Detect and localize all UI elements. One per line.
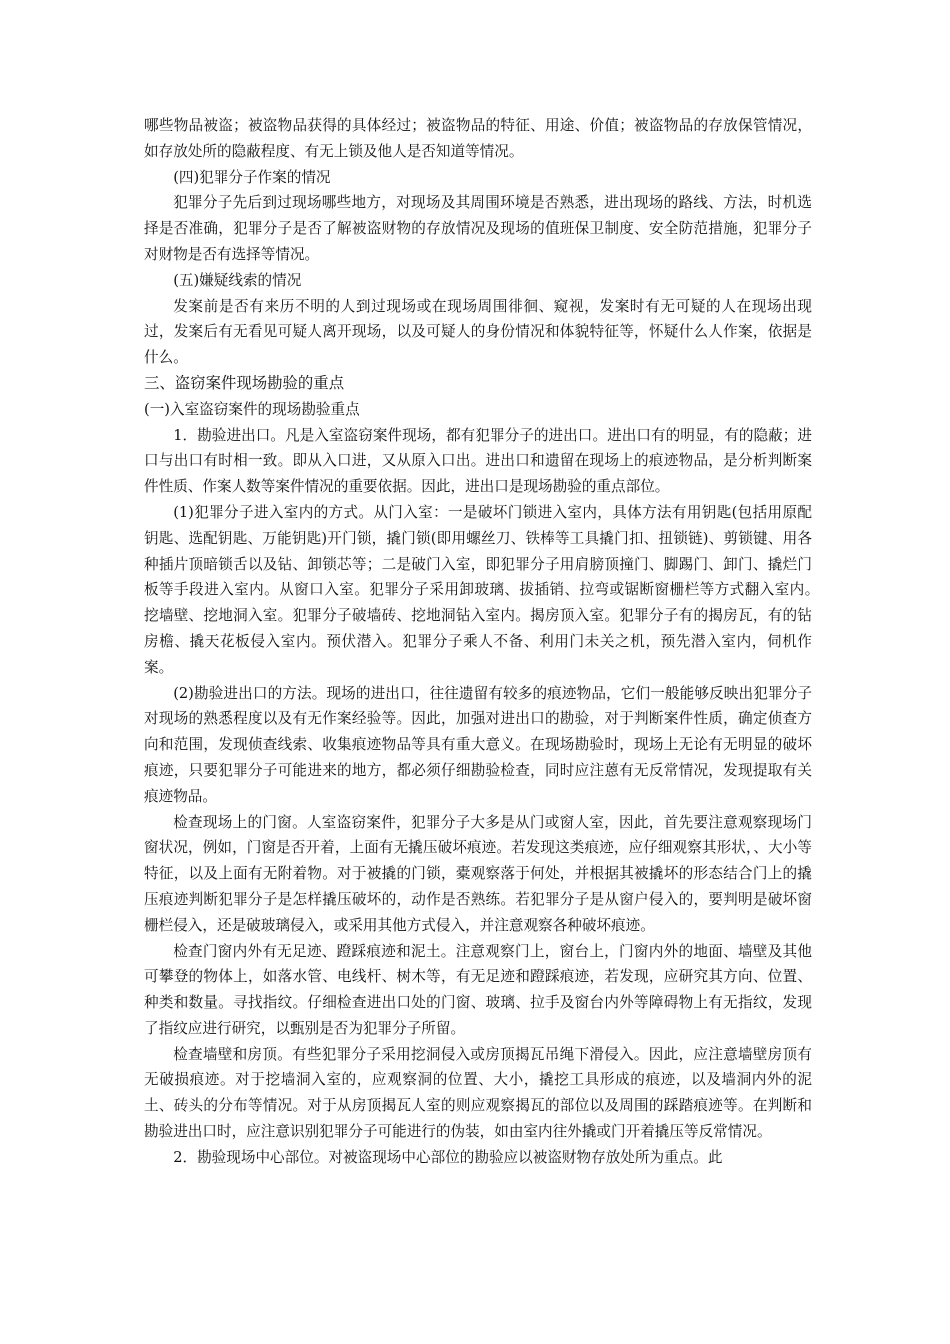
paragraph-footprints: 检查门窗内外有无足迹、蹬踩痕迹和泥土。注意观察门上，窗台上，门窗内外的地面、墙壁及其他可攀登的物体上，如落水管、电线杆、树木等，有无足迹和蹬踩痕迹，若发现，应研究其方向、位置、种类和数量。寻找指纹。仔细检查进出口处的门窗、玻璃、拉手及窗台内外等障碍物上有无指纹，发现了指纹应进行研究，以甄别是否为犯罪分子所留。 [144, 942, 812, 1037]
paragraph-stolen-items: 哪些物品被盗；被盗物品获得的具体经过；被盗物品的特征、用途、价值；被盗物品的存放保管情况，如存放处所的隐蔽程度、有无上锁及他人是否知道等情况。 [144, 117, 812, 160]
chapter-heading-3: 三、盗窃案件现场勘验的重点 [144, 373, 345, 392]
paragraph-suspect-clues: 发案前是否有来历不明的人到过现场或在现场周围徘徊、窥视，发案时有无可疑的人在现场出现过，发案后有无看见可疑人离开现场，以及可疑人的身份情况和体貌特征等，怀疑什么人作案，依据是什么。 [144, 297, 812, 367]
paragraph-walls-roof: 检查墙壁和房顶。有些犯罪分子采用挖洞侵入或房顶揭瓦吊绳下滑侵入。因此，应注意墙壁房顶有无破损痕迹。对于挖墙洞入室的，应观察洞的位置、大小，撬挖工具形成的痕迹，以及墙洞内外的泥土、砖头的分布等情况。对于从房顶揭瓦人室的则应观察揭瓦的部位以及周围的踩踏痕迹等。在判断和勘验进出口时，应注意识别犯罪分子可能进行的伪装，如由室内往外撬或门开着撬压等反常情况。 [144, 1045, 812, 1141]
paragraph-inspection-methods: (2)勘验进出口的方法。现场的进出口，往往遗留有较多的痕迹物品，它们一般能够反映出犯罪分子对现场的熟悉程度以及有无作案经验等。因此，加强对进出口的勘验，对于判断案件性质，确定侦查方向和范围，发现侦查线索、收集痕迹物品等具有重大意义。在现场勘验时，现场上无论有无明显的破坏痕迹，只要犯罪分子可能进来的地方，都必须仔细勘验检查，同时应注蒽有无反常情况，发现提取有关痕迹物品。 [144, 684, 812, 805]
section-title-4: (四)犯罪分子作案的情况 [173, 168, 331, 186]
paragraph-doors-windows: 检查现场上的门窗。人室盗窃案件，犯罪分子大多是从门或窗人室，因此，首先要注意观察现场门窗状况，例如，门窗是否开着，上面有无撬压破坏痕迹。若发现这类痕迹，应仔细观察其形状，、大小等特征，以及上面有无附着物。对于被撬的门锁，橐观察落于何处，并根据其被撬坏的形态结合门上的撬压痕迹判断犯罪分子是怎样撬压破坏的，动作是否熟练。若犯罪分子是从窗户侵入的，要判明是破坏窗栅栏侵入，还是破玻璃侵入，或采用其他方式侵入，并注意观察各种破坏痕迹。 [144, 813, 812, 934]
subsection-title-1: (一)入室盗窃案件的现场勘验重点 [144, 400, 360, 418]
section-title-5: (五)嫌疑线索的情况 [173, 271, 302, 289]
paragraph-entry-methods: (1)犯罪分子进入室内的方式。从门入室：一是破坏门锁进入室内，具体方法有用钥匙(包括用原配钥匙、选配钥匙、万能钥匙)开门锁，撬门锁(即用螺丝刀、铁棒等工具撬门扣、扭锁链)、剪锁键、用各种插片顶暗锁舌以及钻、卸锁芯等；二是破门入室，即犯罪分子用肩膀顶撞门、脚踢门、卸门、撬烂门板等手段进入室内。从窗口入室。犯罪分子采用卸玻璃、拔插销、拉弯或锯断窗栅栏等方式翻入室内。 挖墙壁、挖地洞入室。犯罪分子破墙砖、挖地洞钻入室内。揭房顶入室。犯罪分子有的揭房瓦，有的钻房檐、撬天花板侵入室内。预伏潜入。犯罪分子乘人不备、利用门未关之机，预先潜入室内，伺机作案。 [144, 503, 842, 676]
document-body [144, 113, 842, 1171]
paragraph-center-scene: 2．勘验现场中心部位。对被盗现场中心部位的勘验应以被盗财物存放处所为重点。此 [173, 1148, 723, 1166]
paragraph-criminal-conduct: 犯罪分子先后到过现场哪些地方，对现场及其周围环境是否熟悉，进出现场的路线、方法，时机选择是否准确，犯罪分子是否了解被盗财物的存放情况及现场的值班保卫制度、安全防范措施，犯罪分子对财物是否有选择等情况。 [144, 194, 812, 263]
paragraph-entry-exit: 1．勘验进出口。凡是入室盗窃案件现场，都有犯罪分子的进出口。进出口有的明显，有的隐蔽；进口与出口有时相一致。即从入口进，又从原入口出。进出口和遗留在现场上的痕迹物品，是分析判断案件性质、作案人数等案件情况的重要依据。因此，进出口是现场勘验的重点部位。 [144, 426, 812, 496]
